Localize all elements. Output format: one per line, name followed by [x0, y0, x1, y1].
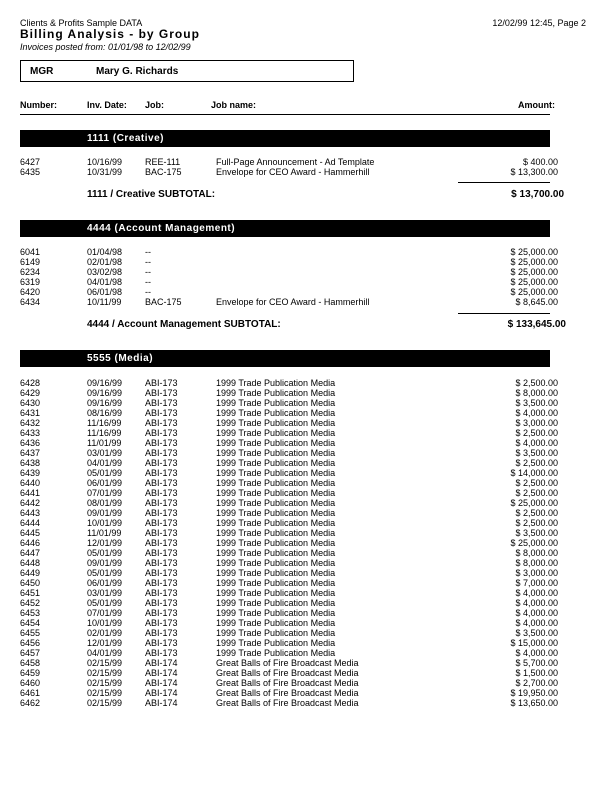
invoice-row — [0, 468, 612, 478]
column-header-number: Number: — [20, 100, 58, 110]
job-name: 1999 Trade Publication Media — [216, 578, 336, 588]
invoice-date: 08/01/99 — [87, 498, 123, 508]
company-name: Clients & Profits Sample DATA — [20, 18, 143, 28]
invoice-number: 6449 — [20, 568, 41, 578]
invoice-number: 6442 — [20, 498, 41, 508]
invoice-row — [0, 498, 612, 508]
job-code: -- — [145, 247, 151, 257]
invoice-amount: $ 13,650.00 — [510, 698, 558, 708]
job-name: Full-Page Announcement - Ad Template — [216, 157, 375, 167]
job-name: 1999 Trade Publication Media — [216, 388, 336, 398]
job-code: ABI-173 — [145, 458, 178, 468]
invoice-amount: $ 25,000.00 — [510, 277, 558, 287]
job-name: 1999 Trade Publication Media — [216, 458, 336, 468]
job-code: ABI-173 — [145, 398, 178, 408]
invoice-number: 6461 — [20, 688, 41, 698]
invoice-row — [0, 508, 612, 518]
invoice-number: 6444 — [20, 518, 41, 528]
invoice-amount: $ 2,500.00 — [515, 508, 558, 518]
column-header-job: Job: — [145, 100, 164, 110]
invoice-row — [0, 538, 612, 548]
job-name: 1999 Trade Publication Media — [216, 608, 336, 618]
invoice-number: 6432 — [20, 418, 41, 428]
invoice-amount: $ 3,000.00 — [515, 568, 558, 578]
invoice-number: 6448 — [20, 558, 41, 568]
job-code: ABI-174 — [145, 688, 178, 698]
invoice-amount: $ 3,000.00 — [515, 418, 558, 428]
job-code: ABI-173 — [145, 388, 178, 398]
job-name: Great Balls of Fire Broadcast Media — [216, 658, 359, 668]
header-divider — [20, 114, 550, 115]
job-name: 1999 Trade Publication Media — [216, 598, 336, 608]
invoice-amount: $ 4,000.00 — [515, 598, 558, 608]
invoice-number: 6430 — [20, 398, 41, 408]
invoice-date: 10/01/99 — [87, 618, 123, 628]
job-code: ABI-173 — [145, 578, 178, 588]
invoice-number: 6457 — [20, 648, 41, 658]
job-code: ABI-174 — [145, 698, 178, 708]
invoice-number: 6149 — [20, 257, 41, 267]
job-code: ABI-173 — [145, 618, 178, 628]
job-name: 1999 Trade Publication Media — [216, 478, 336, 488]
job-code: BAC-175 — [145, 297, 182, 307]
job-code: ABI-173 — [145, 598, 178, 608]
invoice-amount: $ 25,000.00 — [510, 247, 558, 257]
invoice-row — [0, 658, 612, 668]
job-code: BAC-175 — [145, 167, 182, 177]
invoice-amount: $ 3,500.00 — [515, 398, 558, 408]
job-code: -- — [145, 267, 151, 277]
invoice-number: 6434 — [20, 297, 41, 307]
invoice-date: 05/01/99 — [87, 548, 123, 558]
subtotal-label-account-management: 4444 / Account Management SUBTOTAL: — [87, 319, 281, 330]
invoice-number: 6460 — [20, 678, 41, 688]
job-name: 1999 Trade Publication Media — [216, 488, 336, 498]
invoice-date: 10/31/99 — [87, 167, 123, 177]
invoice-date: 12/01/99 — [87, 538, 123, 548]
job-code: ABI-173 — [145, 498, 178, 508]
job-code: ABI-173 — [145, 448, 178, 458]
invoice-date: 02/15/99 — [87, 678, 123, 688]
job-code: ABI-173 — [145, 438, 178, 448]
manager-name: Mary G. Richards — [96, 66, 179, 77]
invoice-number: 6455 — [20, 628, 41, 638]
invoice-amount: $ 8,645.00 — [515, 297, 558, 307]
invoice-number: 6429 — [20, 388, 41, 398]
invoice-row — [0, 267, 612, 277]
invoice-date: 09/01/99 — [87, 508, 123, 518]
job-name: 1999 Trade Publication Media — [216, 538, 336, 548]
job-code: -- — [145, 257, 151, 267]
invoice-number: 6234 — [20, 267, 41, 277]
invoice-date: 05/01/99 — [87, 568, 123, 578]
invoice-date: 09/01/99 — [87, 558, 123, 568]
invoice-date: 03/02/98 — [87, 267, 123, 277]
invoice-number: 6459 — [20, 668, 41, 678]
invoice-number: 6435 — [20, 167, 41, 177]
invoice-number: 6427 — [20, 157, 41, 167]
job-name: Envelope for CEO Award - Hammerhill — [216, 297, 370, 307]
invoice-amount: $ 3,500.00 — [515, 448, 558, 458]
invoice-date: 03/01/99 — [87, 448, 123, 458]
subtotal-amount-account-management: $ 133,645.00 — [507, 319, 566, 330]
job-code: -- — [145, 277, 151, 287]
invoice-date: 10/11/99 — [87, 297, 122, 307]
invoice-amount: $ 14,000.00 — [510, 468, 558, 478]
job-name: Great Balls of Fire Broadcast Media — [216, 678, 359, 688]
job-code: ABI-173 — [145, 408, 178, 418]
job-name: 1999 Trade Publication Media — [216, 618, 336, 628]
invoice-number: 6431 — [20, 408, 41, 418]
invoice-number: 6447 — [20, 548, 41, 558]
job-name: Envelope for CEO Award - Hammerhill — [216, 167, 370, 177]
invoice-row — [0, 698, 612, 708]
job-name: 1999 Trade Publication Media — [216, 548, 336, 558]
invoice-date: 11/16/99 — [87, 418, 122, 428]
subtotal-line — [458, 182, 550, 183]
invoice-amount: $ 400.00 — [522, 157, 558, 167]
invoice-date: 02/15/99 — [87, 698, 123, 708]
invoice-amount: $ 2,500.00 — [515, 488, 558, 498]
job-name: Great Balls of Fire Broadcast Media — [216, 698, 359, 708]
job-name: 1999 Trade Publication Media — [216, 438, 336, 448]
invoice-amount: $ 25,000.00 — [510, 257, 558, 267]
invoice-number: 6428 — [20, 378, 41, 388]
group-header-media: 5555 (Media) — [20, 350, 550, 367]
job-code: ABI-173 — [145, 548, 178, 558]
job-name: 1999 Trade Publication Media — [216, 508, 336, 518]
invoice-date: 04/01/98 — [87, 277, 123, 287]
invoice-date: 07/01/99 — [87, 608, 123, 618]
job-code: ABI-173 — [145, 638, 178, 648]
invoice-amount: $ 25,000.00 — [510, 267, 558, 277]
invoice-amount: $ 4,000.00 — [515, 408, 558, 418]
invoice-row — [0, 578, 612, 588]
job-name: 1999 Trade Publication Media — [216, 528, 336, 538]
invoice-row — [0, 458, 612, 468]
invoice-number: 6462 — [20, 698, 41, 708]
invoice-number: 6319 — [20, 277, 41, 287]
job-code: ABI-173 — [145, 428, 178, 438]
invoice-row — [0, 297, 612, 307]
invoice-date: 02/15/99 — [87, 688, 123, 698]
job-code: ABI-173 — [145, 608, 178, 618]
invoice-row — [0, 408, 612, 418]
invoice-row — [0, 398, 612, 408]
invoice-date: 10/16/99 — [87, 157, 123, 167]
invoice-amount: $ 1,500.00 — [515, 668, 558, 678]
invoice-row — [0, 548, 612, 558]
job-name: 1999 Trade Publication Media — [216, 378, 336, 388]
job-name: Great Balls of Fire Broadcast Media — [216, 688, 359, 698]
invoice-amount: $ 2,500.00 — [515, 428, 558, 438]
invoice-number: 6451 — [20, 588, 41, 598]
invoice-amount: $ 2,700.00 — [515, 678, 558, 688]
invoice-number: 6436 — [20, 438, 41, 448]
group-header-creative: 1111 (Creative) — [20, 130, 550, 147]
job-name: 1999 Trade Publication Media — [216, 558, 336, 568]
invoice-date: 12/01/99 — [87, 638, 123, 648]
manager-box — [20, 60, 354, 82]
invoice-row — [0, 568, 612, 578]
subtotal-line — [458, 313, 550, 314]
invoice-number: 6437 — [20, 448, 41, 458]
invoice-row — [0, 378, 612, 388]
job-code: ABI-173 — [145, 508, 178, 518]
invoice-amount: $ 7,000.00 — [515, 578, 558, 588]
column-header-amount: Amount: — [518, 100, 555, 110]
job-code: ABI-173 — [145, 528, 178, 538]
job-code: REE-111 — [145, 157, 181, 167]
invoice-number: 6441 — [20, 488, 41, 498]
job-name: 1999 Trade Publication Media — [216, 568, 336, 578]
invoice-amount: $ 8,000.00 — [515, 558, 558, 568]
job-code: ABI-174 — [145, 668, 178, 678]
invoice-amount: $ 13,300.00 — [510, 167, 558, 177]
invoice-number: 6443 — [20, 508, 41, 518]
invoice-number: 6450 — [20, 578, 41, 588]
invoice-row — [0, 478, 612, 488]
report-date-range: Invoices posted from: 01/01/98 to 12/02/99 — [20, 42, 191, 52]
job-name: Great Balls of Fire Broadcast Media — [216, 668, 359, 678]
invoice-amount: $ 4,000.00 — [515, 438, 558, 448]
invoice-date: 03/01/99 — [87, 588, 123, 598]
invoice-row — [0, 678, 612, 688]
invoice-date: 02/01/98 — [87, 257, 123, 267]
invoice-row — [0, 558, 612, 568]
invoice-row — [0, 518, 612, 528]
job-code: ABI-173 — [145, 518, 178, 528]
invoice-date: 05/01/99 — [87, 468, 123, 478]
job-code: ABI-174 — [145, 678, 178, 688]
report-title: Billing Analysis - by Group — [20, 27, 200, 41]
invoice-row — [0, 388, 612, 398]
job-code: ABI-173 — [145, 628, 178, 638]
invoice-row — [0, 688, 612, 698]
invoice-date: 09/16/99 — [87, 378, 123, 388]
job-name: 1999 Trade Publication Media — [216, 408, 336, 418]
invoice-number: 6452 — [20, 598, 41, 608]
invoice-number: 6454 — [20, 618, 41, 628]
job-code: ABI-173 — [145, 378, 178, 388]
invoice-row — [0, 488, 612, 498]
invoice-date: 04/01/99 — [87, 458, 123, 468]
invoice-row — [0, 167, 612, 177]
invoice-amount: $ 3,500.00 — [515, 528, 558, 538]
invoice-date: 06/01/99 — [87, 478, 123, 488]
job-name: 1999 Trade Publication Media — [216, 468, 336, 478]
invoice-number: 6041 — [20, 247, 41, 257]
invoice-number: 6438 — [20, 458, 41, 468]
invoice-date: 02/15/99 — [87, 658, 123, 668]
invoice-number: 6456 — [20, 638, 41, 648]
report-timestamp: 12/02/99 12:45, Page 2 — [492, 18, 586, 28]
invoice-date: 09/16/99 — [87, 388, 123, 398]
job-code: ABI-173 — [145, 558, 178, 568]
invoice-amount: $ 2,500.00 — [515, 378, 558, 388]
invoice-amount: $ 2,500.00 — [515, 518, 558, 528]
invoice-amount: $ 25,000.00 — [510, 498, 558, 508]
invoice-amount: $ 25,000.00 — [510, 538, 558, 548]
invoice-amount: $ 8,000.00 — [515, 548, 558, 558]
job-name: 1999 Trade Publication Media — [216, 398, 336, 408]
invoice-row — [0, 588, 612, 598]
column-header-job-name: Job name: — [211, 100, 257, 110]
invoice-date: 11/01/99 — [87, 438, 122, 448]
invoice-date: 09/16/99 — [87, 398, 123, 408]
job-name: 1999 Trade Publication Media — [216, 648, 336, 658]
job-code: ABI-173 — [145, 538, 178, 548]
invoice-amount: $ 4,000.00 — [515, 588, 558, 598]
invoice-number: 6458 — [20, 658, 41, 668]
invoice-date: 07/01/99 — [87, 488, 123, 498]
job-name: 1999 Trade Publication Media — [216, 518, 336, 528]
invoice-number: 6433 — [20, 428, 41, 438]
job-name: 1999 Trade Publication Media — [216, 588, 336, 598]
invoice-amount: $ 4,000.00 — [515, 608, 558, 618]
job-code: ABI-173 — [145, 588, 178, 598]
invoice-row — [0, 277, 612, 287]
group-header-account-management: 4444 (Account Management) — [20, 220, 550, 237]
subtotal-amount-creative: $ 13,700.00 — [511, 189, 564, 200]
invoice-row — [0, 257, 612, 267]
invoice-row — [0, 448, 612, 458]
invoice-number: 6453 — [20, 608, 41, 618]
invoice-amount: $ 8,000.00 — [515, 388, 558, 398]
invoice-amount: $ 5,700.00 — [515, 658, 558, 668]
invoice-date: 11/01/99 — [87, 528, 122, 538]
manager-label: MGR — [30, 66, 54, 77]
invoice-row — [0, 618, 612, 628]
invoice-number: 6420 — [20, 287, 41, 297]
invoice-date: 06/01/99 — [87, 578, 123, 588]
invoice-row — [0, 628, 612, 638]
invoice-row — [0, 287, 612, 297]
invoice-row — [0, 608, 612, 618]
invoice-number: 6445 — [20, 528, 41, 538]
invoice-amount: $ 4,000.00 — [515, 618, 558, 628]
invoice-amount: $ 3,500.00 — [515, 628, 558, 638]
invoice-amount: $ 25,000.00 — [510, 287, 558, 297]
job-name: 1999 Trade Publication Media — [216, 448, 336, 458]
invoice-amount: $ 4,000.00 — [515, 648, 558, 658]
job-code: ABI-173 — [145, 488, 178, 498]
invoice-date: 10/01/99 — [87, 518, 123, 528]
invoice-amount: $ 19,950.00 — [510, 688, 558, 698]
subtotal-label-creative: 1111 / Creative SUBTOTAL: — [87, 189, 216, 200]
column-header-date: Inv. Date: — [87, 100, 127, 110]
job-code: -- — [145, 287, 151, 297]
invoice-date: 02/01/99 — [87, 628, 123, 638]
invoice-date: 05/01/99 — [87, 598, 123, 608]
invoice-number: 6446 — [20, 538, 41, 548]
invoice-number: 6439 — [20, 468, 41, 478]
job-name: 1999 Trade Publication Media — [216, 498, 336, 508]
invoice-row — [0, 157, 612, 167]
invoice-row — [0, 418, 612, 428]
job-code: ABI-173 — [145, 418, 178, 428]
job-name: 1999 Trade Publication Media — [216, 418, 336, 428]
invoice-date: 08/16/99 — [87, 408, 123, 418]
job-code: ABI-173 — [145, 648, 178, 658]
invoice-row — [0, 598, 612, 608]
job-code: ABI-173 — [145, 568, 178, 578]
invoice-row — [0, 428, 612, 438]
invoice-number: 6440 — [20, 478, 41, 488]
invoice-date: 01/04/98 — [87, 247, 123, 257]
invoice-date: 02/15/99 — [87, 668, 123, 678]
invoice-date: 04/01/99 — [87, 648, 123, 658]
job-name: 1999 Trade Publication Media — [216, 628, 336, 638]
job-code: ABI-173 — [145, 468, 178, 478]
job-code: ABI-174 — [145, 658, 178, 668]
invoice-row — [0, 438, 612, 448]
invoice-row — [0, 648, 612, 658]
job-code: ABI-173 — [145, 478, 178, 488]
invoice-amount: $ 2,500.00 — [515, 478, 558, 488]
job-name: 1999 Trade Publication Media — [216, 638, 336, 648]
invoice-row — [0, 638, 612, 648]
invoice-row — [0, 668, 612, 678]
invoice-row — [0, 247, 612, 257]
invoice-amount: $ 15,000.00 — [510, 638, 558, 648]
invoice-date: 06/01/98 — [87, 287, 123, 297]
invoice-date: 11/16/99 — [87, 428, 122, 438]
invoice-row — [0, 528, 612, 538]
job-name: 1999 Trade Publication Media — [216, 428, 336, 438]
invoice-amount: $ 2,500.00 — [515, 458, 558, 468]
